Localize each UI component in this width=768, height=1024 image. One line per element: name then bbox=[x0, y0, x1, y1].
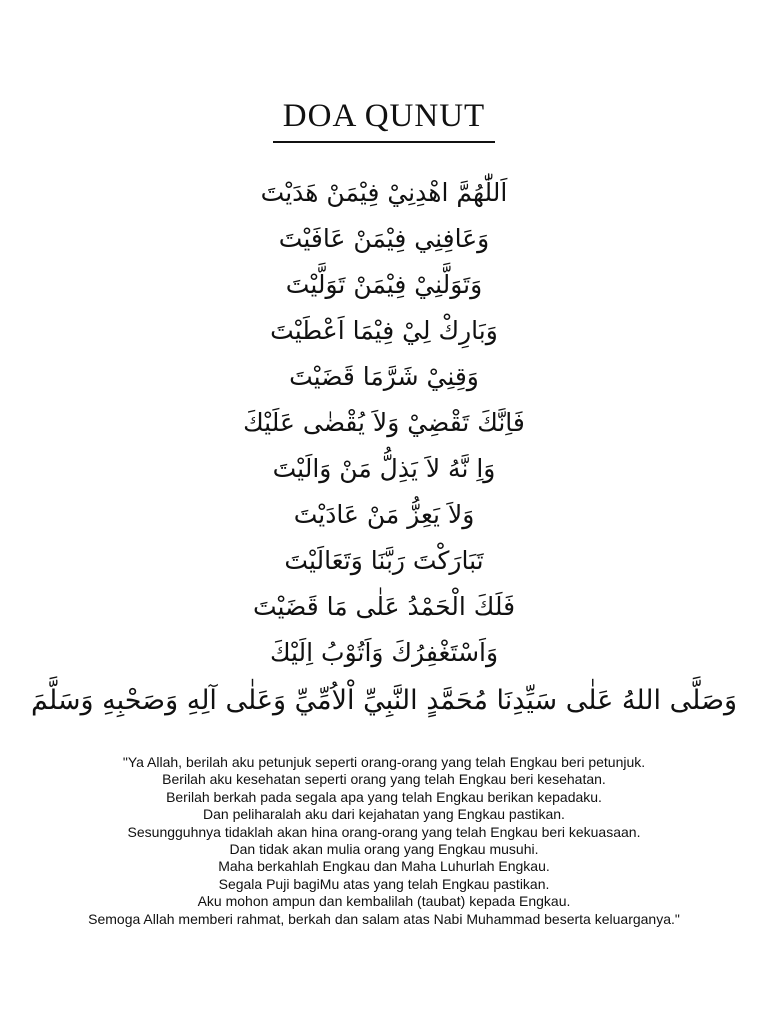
translation-line: Segala Puji bagiMu atas yang telah Engkau pastikan. bbox=[218, 875, 550, 892]
arabic-line: وَلاَ يَعِزُّ مَنْ عَادَيْتَ bbox=[293, 500, 475, 529]
arabic-line: تَبَارَكْتَ رَبَّنَا وَتَعَالَيْتَ bbox=[284, 546, 484, 575]
arabic-line-salawat: وَصَلَّى اللهُ عَلٰى سَيِّدِنَا مُحَمَّدٍ النَّبِيِّ اْلاُمِّيِّ وَعَلٰى آلِهِ وَصَحْبِهِ وَسَلَّمَ bbox=[30, 685, 738, 716]
arabic-line: اَللّٰهُمَّ اهْدِنِيْ فِيْمَنْ هَدَيْتَ bbox=[260, 178, 508, 207]
arabic-line: فَاِنَّكَ تَقْضِيْ وَلاَ يُقْضٰى عَلَيْكَ bbox=[243, 408, 525, 437]
translation-line: Aku mohon ampun dan kembalilah (taubat) kepada Engkau. bbox=[197, 893, 571, 910]
translation-text bbox=[0, 754, 768, 928]
arabic-line: وَقِنِيْ شَرَّمَا قَضَيْتَ bbox=[289, 362, 479, 391]
arabic-prayer-text bbox=[0, 170, 768, 726]
arabic-line: وَاَسْتَغْفِرُكَ وَاَتُوْبُ اِلَيْكَ bbox=[269, 638, 499, 667]
translation-line: Dan peliharalah aku dari kejahatan yang Engkau pastikan. bbox=[203, 806, 565, 823]
arabic-line: وَعَافِنِي فِيْمَنْ عَافَيْتَ bbox=[278, 224, 490, 253]
translation-line: Sesungguhnya tidaklah akan hina orang-orang yang telah Engkau beri kekuasaan. bbox=[127, 823, 641, 840]
translation-line: Dan tidak akan mulia orang yang Engkau musuhi. bbox=[229, 841, 539, 858]
translation-line: "Ya Allah, berilah aku petunjuk seperti orang-orang yang telah Engkau beri petunjuk. bbox=[122, 754, 646, 770]
arabic-line: فَلَكَ الْحَمْدُ عَلٰى مَا قَضَيْتَ bbox=[252, 592, 516, 621]
arabic-line: وَتَوَلَّنِيْ فِيْمَنْ تَوَلَّيْتَ bbox=[285, 270, 483, 299]
translation-line: Semoga Allah memberi rahmat, berkah dan salam atas Nabi Muhammad beserta keluarganya." bbox=[88, 910, 680, 927]
title-underline bbox=[273, 141, 495, 143]
page-title: DOA QUNUT bbox=[282, 98, 486, 134]
arabic-line: وَبَارِكْ لِيْ فِيْمَا اَعْطَيْتَ bbox=[270, 316, 498, 345]
translation-line: Maha berkahlah Engkau dan Maha Luhurlah Engkau. bbox=[218, 858, 550, 875]
translation-line: Berilah aku kesehatan seperti orang yang telah Engkau beri kesehatan. bbox=[162, 771, 606, 788]
arabic-line: وَاِ نَّهُ لاَ يَذِلُّ مَنْ وَالَيْتَ bbox=[272, 454, 496, 483]
translation-line: Berilah berkah pada segala apa yang telah Engkau berikan kepadaku. bbox=[166, 788, 602, 805]
